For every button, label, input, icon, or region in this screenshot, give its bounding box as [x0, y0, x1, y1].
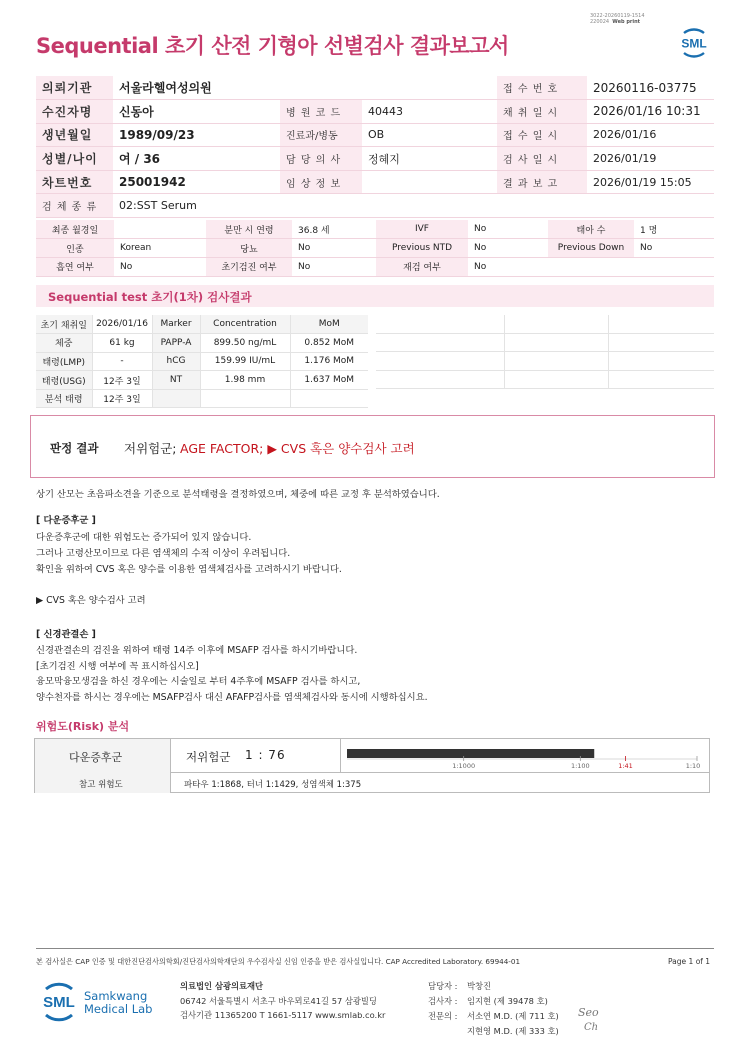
marker-name: hCG [152, 352, 200, 371]
receipt-no-value: 20260116-03775 [587, 76, 714, 100]
marker-header: Marker [152, 315, 200, 334]
results-row [36, 315, 368, 334]
report-title: Sequential 초기 산전 기형아 선별검사 결과보고서 [36, 34, 509, 58]
hospital-code-value: 40443 [362, 100, 497, 124]
lmp-value [114, 220, 206, 239]
diabetes-value: No [292, 239, 376, 258]
dob-value: 1989/09/23 [113, 123, 280, 147]
info-row [36, 170, 714, 194]
retest-value: No [468, 257, 548, 276]
ga-analysis-value: 12주 3일 [92, 389, 152, 408]
diabetes-label: 당뇨 [206, 239, 292, 258]
info-row [36, 100, 714, 124]
risk-axis-tick-label: 1:1000 [452, 762, 476, 770]
manager-label: 담당자 : [428, 981, 458, 991]
down-syndrome-heading: [ 다운증후군 ] [36, 515, 96, 526]
verdict-group: 저위험군; [124, 441, 177, 456]
prev-down-value: No [634, 239, 714, 258]
results-row [36, 389, 368, 408]
weight-label: 체중 [36, 334, 92, 353]
results-row [36, 352, 368, 371]
weight-value: 61 kg [92, 334, 152, 353]
risk-bar [347, 749, 594, 758]
risk-condition-cell [35, 739, 171, 773]
receipt-date-value: 2026/01/16 [587, 123, 714, 147]
hospital-code-label: 병 원 코 드 [280, 100, 362, 124]
empty-row [376, 371, 714, 390]
dept-label: 진료과/병동 [280, 123, 362, 147]
specialist-value: 지현영 M.D. (제 333 호) [467, 1026, 559, 1036]
print-code: 3022-20260119-1514 [590, 13, 645, 19]
specimen-value: 02:SST Serum [113, 194, 714, 218]
info-row [36, 123, 714, 147]
marker-name: NT [152, 371, 200, 390]
marker-concentration: 1.98 mm [200, 371, 290, 390]
doctor-label: 담 당 의 사 [280, 147, 362, 171]
report-date-value: 2026/01/19 15:05 [587, 170, 714, 194]
marker-mom: 0.852 MoM [290, 334, 368, 353]
risk-title: 위험도(Risk) 분석 [36, 720, 130, 733]
sex-age-label: 성별/나이 [36, 147, 113, 171]
lmp-label: 최종 월경일 [36, 220, 114, 239]
receipt-date-label: 접 수 일 시 [497, 123, 587, 147]
specialist-label: 전문의 : [428, 1011, 458, 1021]
section-title: Sequential test 초기(1차) 검사결과 [48, 290, 252, 304]
collect-label: 초기 채취일 [36, 315, 92, 334]
early-test-label: 초기검진 여부 [206, 257, 292, 276]
risk-result-cell [171, 739, 341, 773]
verdict-box [30, 415, 715, 478]
foundation-contact: 검사기관 11365200 T 1661-5117 www.smlab.co.kr [180, 1010, 386, 1020]
accreditation-note: 본 검사실은 CAP 인증 및 대한진단검사의학회/진단검사의학재단의 우수검사실 신임 인증을 받은 검사실입니다. CAP Accredited Laboratory. 69944-01 [36, 957, 521, 966]
results-row [36, 371, 368, 390]
results-table-empty [376, 315, 714, 389]
empty-cell [200, 389, 290, 408]
svg-text:SML: SML [43, 994, 75, 1011]
smoking-value: No [114, 257, 206, 276]
foundation-address: 06742 서울특별시 서초구 바우뫼로41길 57 삼광빌딩 [180, 996, 377, 1006]
comment-line: 상기 산모는 초음파소견을 기준으로 분석태령을 결정하였으며, 체중에 따른 교정 후 분석하였습니다. [36, 489, 440, 500]
sex-age-value: 여 / 36 [113, 147, 280, 171]
manager-value: 박창진 [467, 981, 492, 991]
reference-values: 파타우 1:1868, 터너 1:1429, 성염색체 1:375 [184, 780, 362, 790]
delivery-age-label: 분만 시 연령 [206, 220, 292, 239]
mom-header: MoM [290, 315, 368, 334]
collect-date-label: 채 취 일 시 [497, 100, 587, 124]
ga-usg-label: 태령(USG) [36, 371, 92, 390]
verdict-label: 판정 결과 [50, 441, 99, 455]
marker-mom: 1.176 MoM [290, 352, 368, 371]
chart-no-label: 차트번호 [36, 170, 113, 194]
risk-row [35, 739, 709, 773]
dob-label: 생년월일 [36, 123, 113, 147]
early-test-value: No [292, 257, 376, 276]
risk-axis-tick-label: 1:10 [685, 762, 701, 770]
info-row [36, 257, 714, 276]
recommendation: ▶ CVS 혹은 양수검사 고려 [36, 595, 146, 606]
smoking-label: 흡연 여부 [36, 257, 114, 276]
risk-axis-tick-label: 1:100 [570, 762, 590, 770]
prev-ntd-label: Previous NTD [376, 239, 468, 258]
clinical-info-value [362, 170, 497, 194]
comment-line: [초기검진 시행 여부에 꼭 표시하십시오] [36, 661, 199, 672]
sml-logo-icon [36, 980, 82, 1024]
info-row [36, 76, 714, 100]
print-code-line2: 220024 Web print [590, 19, 641, 25]
test-date-label: 검 사 일 시 [497, 147, 587, 171]
brand-name: Samkwang Medical Lab [84, 989, 153, 1016]
empty-row [376, 352, 714, 371]
institution-label: 의뢰기관 [36, 76, 113, 100]
fetus-label: 태아 수 [548, 220, 634, 239]
specialist-value: 서소연 M.D. (제 711 호) [467, 1011, 559, 1021]
comment-line: 그러나 고령산모이므로 다른 염색체의 수적 이상이 우려됩니다. [36, 548, 291, 559]
comment-line: 확인을 위하여 CVS 혹은 양수를 이용한 염색체검사를 고려하시기 바랍니다. [36, 564, 342, 575]
specimen-label: 검 체 종 류 [36, 194, 113, 218]
clinical-info-label: 임 상 정 보 [280, 170, 362, 194]
patient-name-label: 수진자명 [36, 100, 113, 124]
race-label: 인종 [36, 239, 114, 258]
info-row [36, 239, 714, 258]
signature-image: Ch [584, 1022, 599, 1033]
ntd-heading: [ 신경관결손 ] [36, 629, 96, 640]
svg-text:SML: SML [681, 36, 707, 51]
comment-line: 다운증후군에 대한 위험도는 증가되어 있지 않습니다. [36, 532, 252, 543]
results-row [36, 334, 368, 353]
reference-risk-row [35, 773, 709, 793]
comment-line: 양수천자를 하시는 경우에는 MSAFP검사 대신 AFAFP검사를 염색체검사와 동시에 시행하십시요. [36, 692, 428, 703]
risk-bar-chart [347, 747, 703, 771]
footer-divider [36, 948, 714, 949]
ga-usg-value: 12주 3일 [92, 371, 152, 390]
ga-lmp-label: 태령(LMP) [36, 352, 92, 371]
report-date-label: 결 과 보 고 [497, 170, 587, 194]
prev-ntd-value: No [468, 239, 548, 258]
signature-image: Seo [578, 1006, 599, 1019]
empty-row [376, 315, 714, 334]
info-row [36, 220, 714, 239]
fetus-value: 1 명 [634, 220, 714, 239]
examiner-label: 검사자 : [428, 996, 458, 1006]
empty-cell [548, 257, 634, 276]
sml-logo-icon [676, 26, 712, 60]
examiner-value: 임지현 (제 39478 호) [467, 996, 548, 1006]
risk-table [34, 738, 710, 793]
empty-cell [634, 257, 714, 276]
reference-label-cell [35, 773, 171, 793]
collect-value: 2026/01/16 [92, 315, 152, 334]
results-table [36, 315, 368, 408]
institution-value: 서울라헬여성의원 [113, 76, 497, 100]
risk-condition: 다운증후군 [69, 751, 123, 764]
marker-name: PAPP-A [152, 334, 200, 353]
ga-lmp-value: - [92, 352, 152, 371]
prev-down-label: Previous Down [548, 239, 634, 258]
risk-ratio: 1 : 76 [245, 748, 286, 762]
receipt-no-label: 접 수 번 호 [497, 76, 587, 100]
risk-axis-tick-label: 1:41 [618, 762, 633, 770]
comment-line: 융모막융모생검을 하신 경우에는 시술일로 부터 4주후에 MSAFP 검사를 하시고, [36, 676, 361, 687]
patient-name-value: 신동아 [113, 100, 280, 124]
risk-group: 저위험군 [186, 750, 231, 764]
print-meta [590, 13, 680, 25]
empty-cell [152, 389, 200, 408]
verdict-detail: AGE FACTOR; ▶ CVS 혹은 양수검사 고려 [180, 441, 415, 456]
comment-line: 신경관결손의 검진을 위하여 태령 14주 이후에 MSAFP 검사를 하시기바랍니다. [36, 645, 358, 656]
page-number: Page 1 of 1 [668, 957, 711, 966]
marker-mom: 1.637 MoM [290, 371, 368, 390]
collect-date-value: 2026/01/16 10:31 [587, 100, 714, 124]
empty-cell [290, 389, 368, 408]
section-header [36, 285, 714, 307]
retest-label: 재검 여부 [376, 257, 468, 276]
foundation-name: 의료법인 삼광의료재단 [180, 981, 264, 991]
reference-label: 참고 위험도 [79, 780, 123, 790]
dept-value: OB [362, 123, 497, 147]
marker-concentration: 899.50 ng/mL [200, 334, 290, 353]
empty-row [376, 334, 714, 353]
ivf-label: IVF [376, 220, 468, 239]
chart-no-value: 25001942 [113, 170, 280, 194]
patient-info-table [36, 76, 714, 218]
marker-concentration: 159.99 IU/mL [200, 352, 290, 371]
delivery-age-value: 36.8 세 [292, 220, 376, 239]
concentration-header: Concentration [200, 315, 290, 334]
maternal-info-table [36, 220, 714, 277]
race-value: Korean [114, 239, 206, 258]
ga-analysis-label: 분석 태령 [36, 389, 92, 408]
info-row [36, 147, 714, 171]
info-row [36, 194, 714, 218]
ivf-value: No [468, 220, 548, 239]
test-date-value: 2026/01/19 [587, 147, 714, 171]
doctor-value: 정혜지 [362, 147, 497, 171]
